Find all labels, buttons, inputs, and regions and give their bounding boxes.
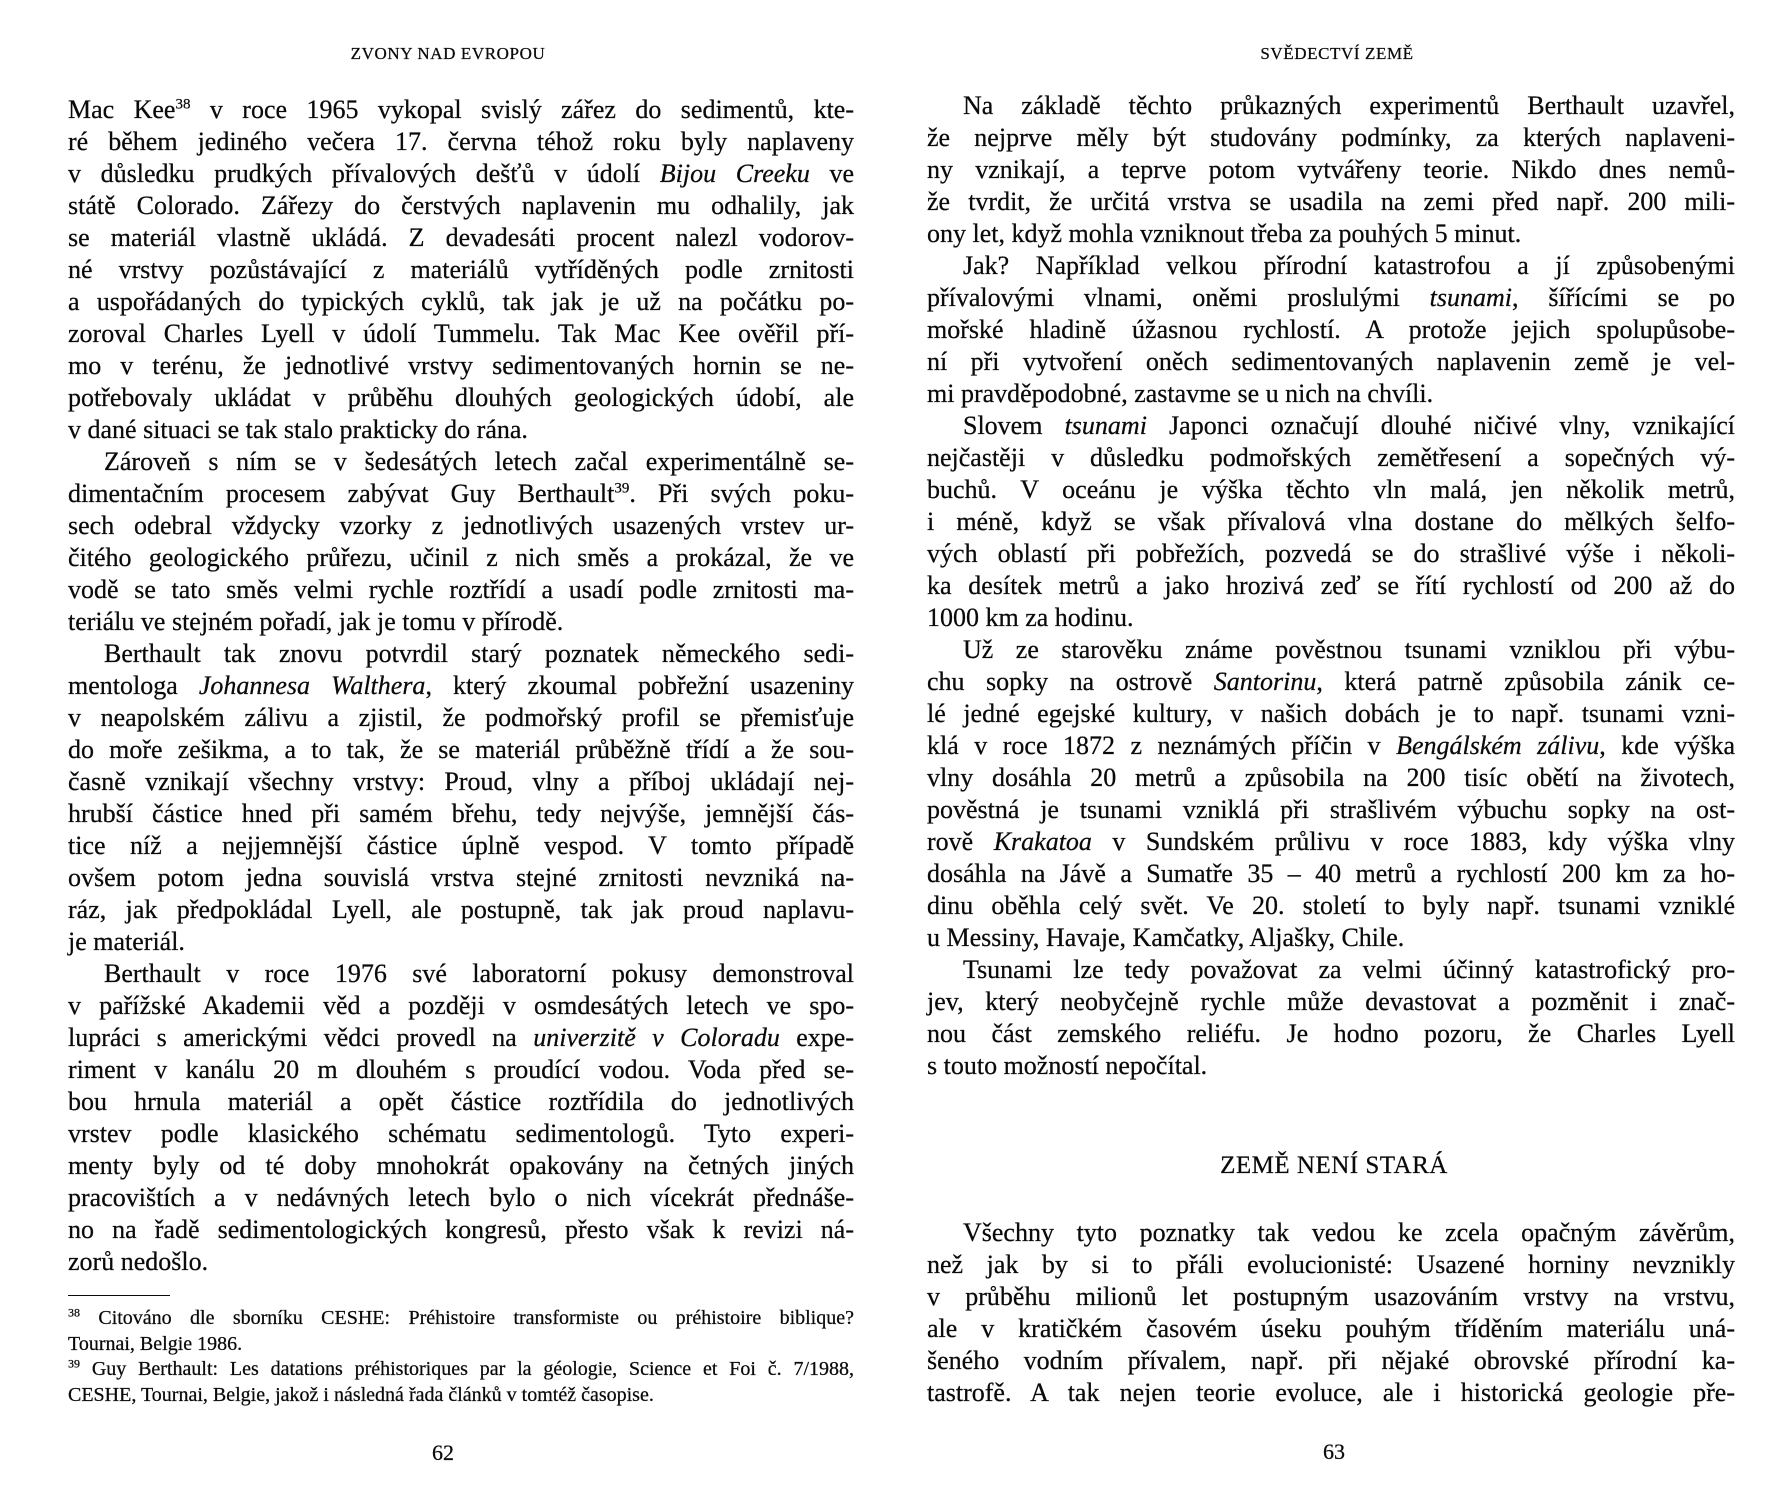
footnote-reference: 39	[614, 480, 630, 497]
text-line: je materiál.	[68, 927, 185, 956]
text-line: 1000 km za hodinu.	[927, 603, 1134, 632]
text-run: , který zkoumal pobřežní usazeniny	[425, 671, 854, 700]
text-line: zorů nedošlo.	[68, 1247, 209, 1276]
italic-text: Krakatoa	[993, 827, 1092, 856]
text-line: vých oblastí při pobřežích, pozvedá se do strašlivé výše i několi-	[927, 539, 1735, 568]
italic-text: Johannesa Walthera	[198, 671, 426, 700]
text-run: ve	[809, 159, 854, 188]
text-line: v průběhu milionů let postupným usazováním vrstvy na vrstvu,	[927, 1282, 1735, 1311]
body-text	[927, 90, 1735, 1082]
text-run: Guy Berthault: Les datations préhistoriques par la géologie, Science et Foi č. 7/1988,	[80, 1358, 854, 1380]
running-head: SVĚDECTVÍ ZEMĚ	[1260, 44, 1414, 63]
text-line: ráz, jak předpokládal Lyell, ale postupně, tak jak proud naplavu-	[68, 895, 854, 924]
text-line: vlny dosáhla 20 metrů a způsobila na 200 tisíc obětí na životech,	[927, 763, 1735, 792]
text-line: šeného vodním přívalem, např. při nějaké obrovské přírodní ka-	[927, 1346, 1735, 1375]
text-line: vrstev podle klasického schématu sedimentologů. Tyto experi-	[68, 1119, 854, 1148]
text-line: Jak? Například velkou přírodní katastrofou a jí způsobenými	[963, 251, 1735, 280]
text-line: ré během jediného večera 17. června téhož roku byly naplaveny	[68, 127, 854, 156]
text-run: expe-	[779, 1023, 854, 1052]
text-line	[927, 826, 1735, 858]
text-line: dinu oběhla celý svět. Ve 20. století to byly např. tsunami vzniklé	[927, 891, 1735, 920]
text-line: do moře zešikma, a to tak, že se materiál průběžně třídí a že sou-	[68, 735, 854, 764]
footnote-reference: 38	[175, 96, 191, 113]
text-line: vodě se tato směs velmi rychle roztřídí a usadí podle zrnitosti ma-	[68, 575, 854, 604]
text-line: jev, který neobyčejně rychle může devastovat a pozměnit i znač-	[927, 987, 1735, 1016]
text-run: chu sopky na ostrově	[927, 667, 1214, 696]
text-line: časně vznikají všechny vrstvy: Proud, vlny a příboj ukládají nej-	[68, 767, 854, 796]
text-line: mořské hladině úžasnou rychlostí. A protože jejich spolupůsobe-	[927, 315, 1735, 344]
text-line: Berthault tak znovu potvrdil starý poznatek německého sedi-	[104, 639, 854, 668]
text-line: státě Colorado. Zářezy do čerstvých naplavenin mu odhalily, jak	[68, 191, 854, 220]
text-run: mentologa	[68, 671, 199, 700]
text-line	[927, 666, 1735, 698]
text-run: v Sundském průlivu v roce 1883, kdy výška vlny	[1091, 827, 1735, 856]
text-line: ní při vytvoření oněch sedimentovaných naplavenin země je vel-	[927, 347, 1735, 376]
text-line: bou hrnula materiál a opět částice roztřídila do jednotlivých	[68, 1087, 854, 1116]
text-line: ovšem potom jedna souvislá vrstva stejné zrnitosti nevzniká na-	[68, 863, 854, 892]
italic-text: Bengálském zálivu	[1396, 731, 1600, 760]
page-number: 62	[432, 1440, 454, 1465]
text-line: mi pravděpodobné, zastavme se u nich na chvíli.	[927, 379, 1434, 408]
text-line: ny vznikají, a teprve potom vytvářeny teorie. Nikdo dnes nemů-	[927, 155, 1735, 184]
text-line: pověstná je tsunami vzniklá při strašlivém výbuchu sopky na ost-	[927, 795, 1735, 824]
paragraph	[927, 634, 1735, 954]
text-line: ale v kratičkém časovém úseku pouhým tříděním materiálu uná-	[927, 1314, 1735, 1343]
text-line: tastrofě. A tak nejen teorie evoluce, ale i historická geologie pře-	[927, 1378, 1735, 1407]
text-run: Mac Kee	[68, 95, 176, 124]
text-line: nou část zemského reliéfu. Je hodno pozoru, že Charles Lyell	[927, 1019, 1735, 1048]
text-run: rově	[927, 827, 994, 856]
text-line: i méně, když se však přívalová vlna dostane do mělkých šelfo-	[927, 507, 1735, 536]
italic-text: tsunami	[1064, 411, 1147, 440]
text-line: Zároveň s ním se v šedesátých letech začal experimentálně se-	[104, 447, 854, 476]
text-run: dimentačním procesem zabývat Guy Berthault	[68, 479, 615, 508]
paragraph	[927, 1217, 1735, 1409]
text-line: Berthault v roce 1976 své laboratorní pokusy demonstroval	[104, 959, 854, 988]
section-heading: ZEMĚ NENÍ STARÁ	[1220, 1152, 1448, 1179]
text-line: než jak by si to přáli evolucionisté: Usazené horniny nevznikly	[927, 1250, 1735, 1279]
text-line: Tsunami lze tedy považovat za velmi účinný katastrofický pro-	[963, 955, 1735, 984]
text-line: teriálu ve stejném pořadí, jak je tomu v přírodě.	[68, 607, 564, 636]
italic-text: Bijou Creeku	[659, 159, 810, 188]
text-line: Na základě těchto průkazných experimentů Berthault uzavřel,	[963, 91, 1735, 120]
paragraph	[927, 954, 1735, 1082]
paragraph	[927, 410, 1735, 634]
text-run: klá v roce 1872 z neznámých příčin v	[927, 731, 1397, 760]
text-run: v roce 1965 vykopal svislý zářez do sedimentů, kte-	[190, 95, 854, 124]
text-line: v neapolském zálivu a zjistil, že podmořský profil se přemisťuje	[68, 703, 854, 732]
text-run: , která patrně způsobila zánik ce-	[1316, 667, 1735, 696]
text-line: buchů. V oceánu je výška těchto vln malá, jen několik metrů,	[927, 475, 1735, 504]
text-run: přívalovými vlnami, oněmi proslulými	[927, 283, 1430, 312]
text-line: hrubší částice hned při samém břehu, tedy nejvýše, jemnější čás-	[68, 799, 854, 828]
text-line: mo v terénu, že jednotlivé vrstvy sedimentovaných hornin se ne-	[68, 351, 854, 380]
text-run: Japonci označují dlouhé ničivé vlny, vznikající	[1146, 411, 1735, 440]
text-run: , šířícími se po	[1512, 283, 1736, 312]
text-line: Tournai, Belgie 1986.	[68, 1332, 243, 1355]
text-line: v pařížské Akademii věd a později v osmdesátých letech ve spo-	[68, 991, 854, 1020]
italic-text: Santorinu	[1213, 667, 1317, 696]
text-line	[927, 730, 1735, 762]
page-number: 63	[1323, 1439, 1345, 1464]
text-line: čitého geologického průřezu, učinil z nich směs a prokázal, že ve	[68, 543, 854, 572]
text-run: . Při svých poku-	[629, 479, 854, 508]
text-line: v dané situaci se tak stalo prakticky do rána.	[68, 415, 528, 444]
text-line: že nejprve měly být studovány podmínky, za kterých naplaveni-	[927, 123, 1735, 152]
text-line: no na řadě sedimentologických kongresů, přesto však k revizi ná-	[68, 1215, 854, 1244]
text-run: Slovem	[963, 411, 1065, 440]
text-line: pracovištích a v nedávných letech bylo o nich vícekrát přednáše-	[68, 1183, 854, 1212]
text-line: sech odebral vždycky vzorky z jednotlivých usazených vrstev ur-	[68, 511, 854, 540]
text-line: potřebovaly ukládat v průběhu dlouhých geologických údobí, ale	[68, 383, 854, 412]
paragraph	[927, 90, 1735, 250]
text-line: menty byly od té doby mnohokrát opakovány na četných jiných	[68, 1151, 854, 1180]
text-run: lupráci s americkými vědci provedl na	[68, 1023, 534, 1052]
text-line: Všechny tyto poznatky tak vedou ke zcela opačným závěrům,	[963, 1218, 1735, 1247]
text-line: u Messiny, Havaje, Kamčatky, Aljašky, Chile.	[927, 923, 1405, 952]
text-line: nejčastěji v důsledku podmořských zemětřesení a sopečných vý-	[927, 443, 1735, 472]
text-line: a uspořádaných do typických cyklů, tak jak je už na počátku po-	[68, 287, 854, 316]
text-line: že tvrdit, že určitá vrstva se usadila na zemi před např. 200 mili-	[927, 187, 1735, 216]
text-run: Citováno dle sborníku CESHE: Préhistoire transformiste ou préhistoire biblique?	[80, 1307, 854, 1329]
text-line: ka desítek metrů a jako hrozivá zeď se řítí rychlostí od 200 až do	[927, 571, 1735, 600]
text-run: v důsledku prudkých přívalových dešťů v údolí	[68, 159, 660, 188]
italic-text: tsunami	[1429, 283, 1513, 312]
text-line: lé jedné egejské kultury, v našich dobách je to např. tsunami vzni-	[927, 699, 1735, 728]
text-line: Už ze starověku známe pověstnou tsunami vzniklou při výbu-	[963, 635, 1735, 664]
text-line: s touto možností nepočítal.	[927, 1051, 1208, 1080]
text-line: ony let, když mohla vzniknout třeba za pouhých 5 minut.	[927, 219, 1522, 248]
text-line: tice níž a nejjemnější částice úplně vespod. V tomto případě	[68, 831, 854, 860]
text-line: zoroval Charles Lyell v údolí Tummelu. Tak Mac Kee ověřil pří-	[68, 319, 854, 348]
text-line: CESHE, Tournai, Belgie, jakož i následná řada článků v tomtéž časopise.	[68, 1383, 654, 1406]
text-run: , kde výška	[1599, 731, 1735, 760]
running-head: ZVONY NAD EVROPOU	[350, 44, 546, 63]
footnote-reference: 38	[68, 1305, 80, 1320]
text-line	[927, 410, 1735, 442]
text-line: riment v kanálu 20 m dlouhém s proudící vodou. Voda před se-	[68, 1055, 854, 1084]
section-body-text	[927, 1217, 1735, 1409]
paragraph	[927, 250, 1735, 410]
text-line: né vrstvy pozůstávající z materiálů vytříděných podle zrnitosti	[68, 255, 854, 284]
text-line: dosáhla na Jávě a Sumatře 35 – 40 metrů a rychlostí 200 km za ho-	[927, 859, 1735, 888]
italic-text: univerzitě v Coloradu	[533, 1023, 780, 1052]
text-line	[927, 282, 1735, 314]
text-line: se materiál vlastně ukládá. Z devadesáti procent nalezl vodorov-	[68, 223, 854, 252]
footnote-reference: 39	[68, 1356, 80, 1371]
